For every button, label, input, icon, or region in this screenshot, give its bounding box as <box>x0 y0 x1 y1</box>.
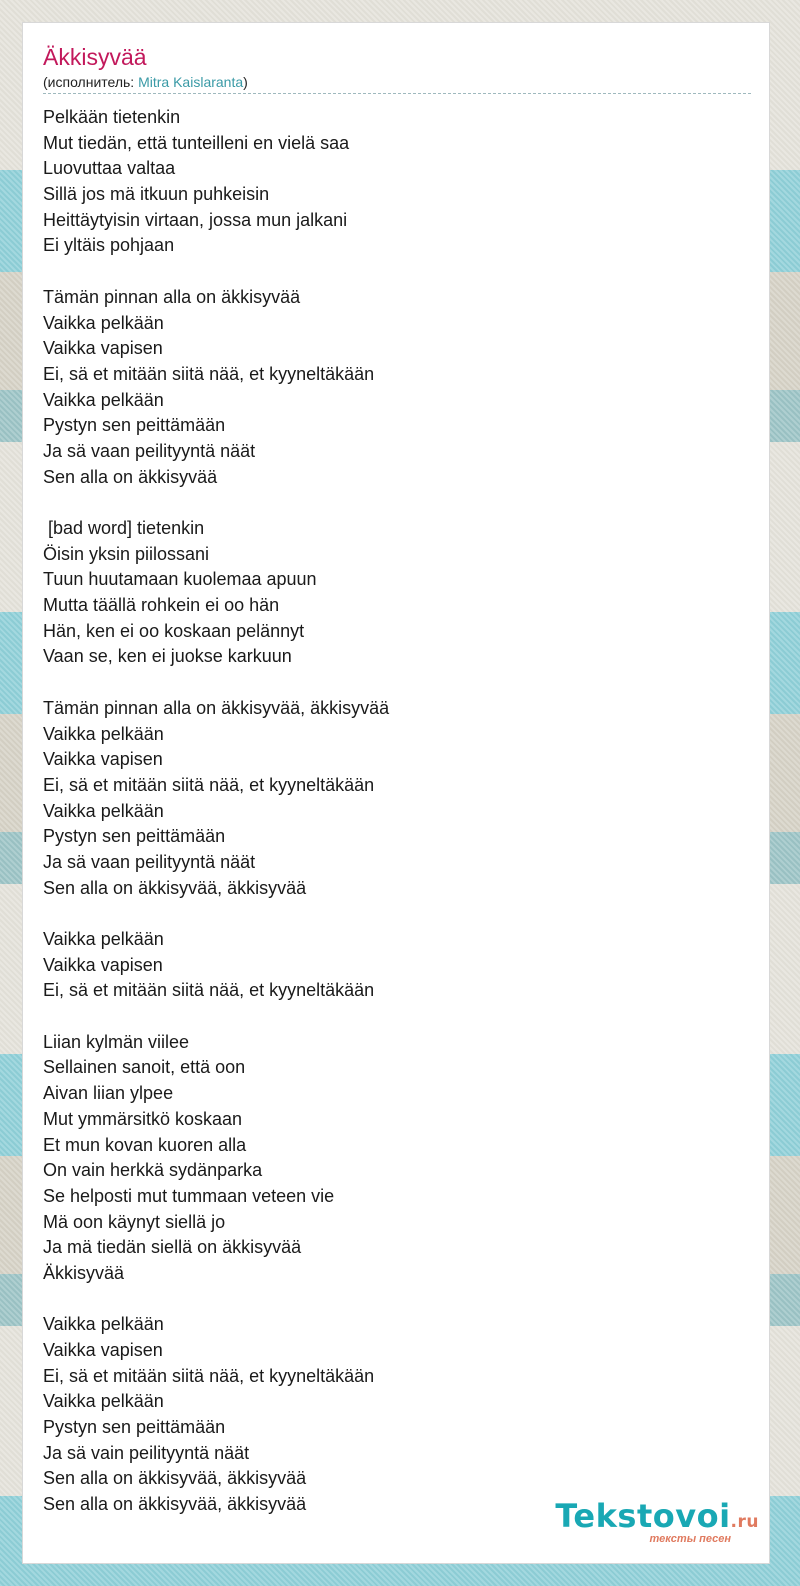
lyric-line: Pelkään tietenkin <box>43 107 181 127</box>
lyric-line: Sillä jos mä itkuun puhkeisin <box>43 184 270 205</box>
lyric-line: Vaikka pelkään <box>43 929 164 949</box>
lyric-line: Ei, sä et mitään siitä nää, et kyyneltäkään <box>43 774 375 795</box>
lyrics-card <box>22 22 770 1564</box>
lyric-line: Sen alla on äkkisyvää <box>43 466 218 487</box>
lyric-line: Tämän pinnan alla on äkkisyvää, äkkisyvää <box>43 697 390 718</box>
lyric-line: Ei, sä et mitään siitä nää, et kyyneltäkään <box>43 363 375 384</box>
lyric-blank-line <box>43 1004 743 1030</box>
lyric-line: Ja mä tiedän siellä on äkkisyvää <box>43 1237 302 1258</box>
artist-link[interactable]: Mitra Kaislaranta <box>138 74 244 90</box>
lyric-line: Ei, sä et mitään siitä nää, et kyyneltäkään <box>43 1365 375 1386</box>
lyric-line: Vaikka pelkään <box>43 723 164 744</box>
lyric-line: [bad word] tietenkin <box>43 518 205 538</box>
lyric-line: Vaikka pelkään <box>43 1314 164 1335</box>
lyric-blank-line <box>43 259 743 285</box>
lyric-line: Et mun kovan kuoren alla <box>43 1134 247 1155</box>
lyric-line: Liian kylmän viilee <box>43 1031 190 1052</box>
lyric-line: Luovuttaa valtaa <box>43 158 176 179</box>
lyric-line: Mä oon käynyt siellä jo <box>43 1211 226 1232</box>
lyric-line: Vaikka vapisen <box>43 749 163 770</box>
lyric-line: Tuun huutamaan kuolemaa apuun <box>43 569 317 590</box>
lyric-line: On vain herkkä sydänparka <box>43 1160 263 1181</box>
lyrics-text <box>43 105 743 1518</box>
lyric-line: Pystyn sen peittämään <box>43 1417 226 1438</box>
lyric-line: Vaan se, ken ei juokse karkuun <box>43 646 292 667</box>
lyric-line: Vaikka vapisen <box>43 954 163 975</box>
lyric-line: Ja sä vaan peilityyntä näät <box>43 440 256 461</box>
lyric-blank-line <box>43 490 743 516</box>
lyric-line: Mut tiedän, että tunteilleni en vielä saa <box>43 132 350 153</box>
lyric-line: Pystyn sen peittämään <box>43 415 226 436</box>
lyric-line: Öisin yksin piilossani <box>43 543 210 564</box>
lyric-line: Vaikka pelkään <box>43 800 164 821</box>
lyric-line: Mutta täällä rohkein ei oo hän <box>43 595 280 616</box>
lyric-line: Vaikka pelkään <box>43 1391 164 1412</box>
lyric-line: Ei yltäis pohjaan <box>43 235 175 256</box>
lyric-blank-line <box>43 1287 743 1313</box>
lyric-line: Vaikka vapisen <box>43 338 163 359</box>
title-divider <box>43 93 751 94</box>
lyric-line: Sen alla on äkkisyvää, äkkisyvää <box>43 1494 307 1515</box>
lyric-line: Pystyn sen peittämään <box>43 826 226 847</box>
artist-prefix: (исполнитель: <box>43 74 139 90</box>
lyric-line: Hän, ken ei oo koskaan pelännyt <box>43 620 305 641</box>
lyric-line: Sen alla on äkkisyvää, äkkisyvää <box>43 877 307 898</box>
artist-line <box>43 73 248 91</box>
lyric-line: Aivan liian ylpee <box>43 1083 174 1104</box>
lyric-line: Äkkisyvää <box>43 1262 125 1283</box>
logo-name: Tekstovoi <box>555 1497 731 1535</box>
lyric-line: Heittäytyisin virtaan, jossa mun jalkani <box>43 209 348 230</box>
lyric-line: Tämän pinnan alla on äkkisyvää <box>43 286 301 307</box>
logo-tld: .ru <box>730 1512 759 1532</box>
artist-suffix: ) <box>243 74 248 90</box>
song-title: Äkkisyvää <box>43 44 147 70</box>
lyric-line: Vaikka vapisen <box>43 1340 163 1360</box>
lyric-line: Ei, sä et mitään siitä nää, et kyyneltäkään <box>43 980 375 1001</box>
site-logo[interactable] <box>555 1499 759 1545</box>
lyric-line: Vaikka pelkään <box>43 312 164 333</box>
lyric-line: Sen alla on äkkisyvää, äkkisyvää <box>43 1468 307 1489</box>
lyric-line: Ja sä vaan peilityyntä näät <box>43 851 256 872</box>
lyric-line: Se helposti mut tummaan veteen vie <box>43 1185 335 1206</box>
lyric-line: Ja sä vain peilityyntä näät <box>43 1442 250 1463</box>
lyric-blank-line <box>43 670 743 696</box>
lyric-line: Sellainen sanoit, että oon <box>43 1057 246 1078</box>
lyric-line: Vaikka pelkään <box>43 389 164 410</box>
lyric-blank-line <box>43 901 743 927</box>
lyric-line: Mut ymmärsitkö koskaan <box>43 1108 243 1129</box>
logo-tagline: тексты песен <box>649 1533 731 1545</box>
